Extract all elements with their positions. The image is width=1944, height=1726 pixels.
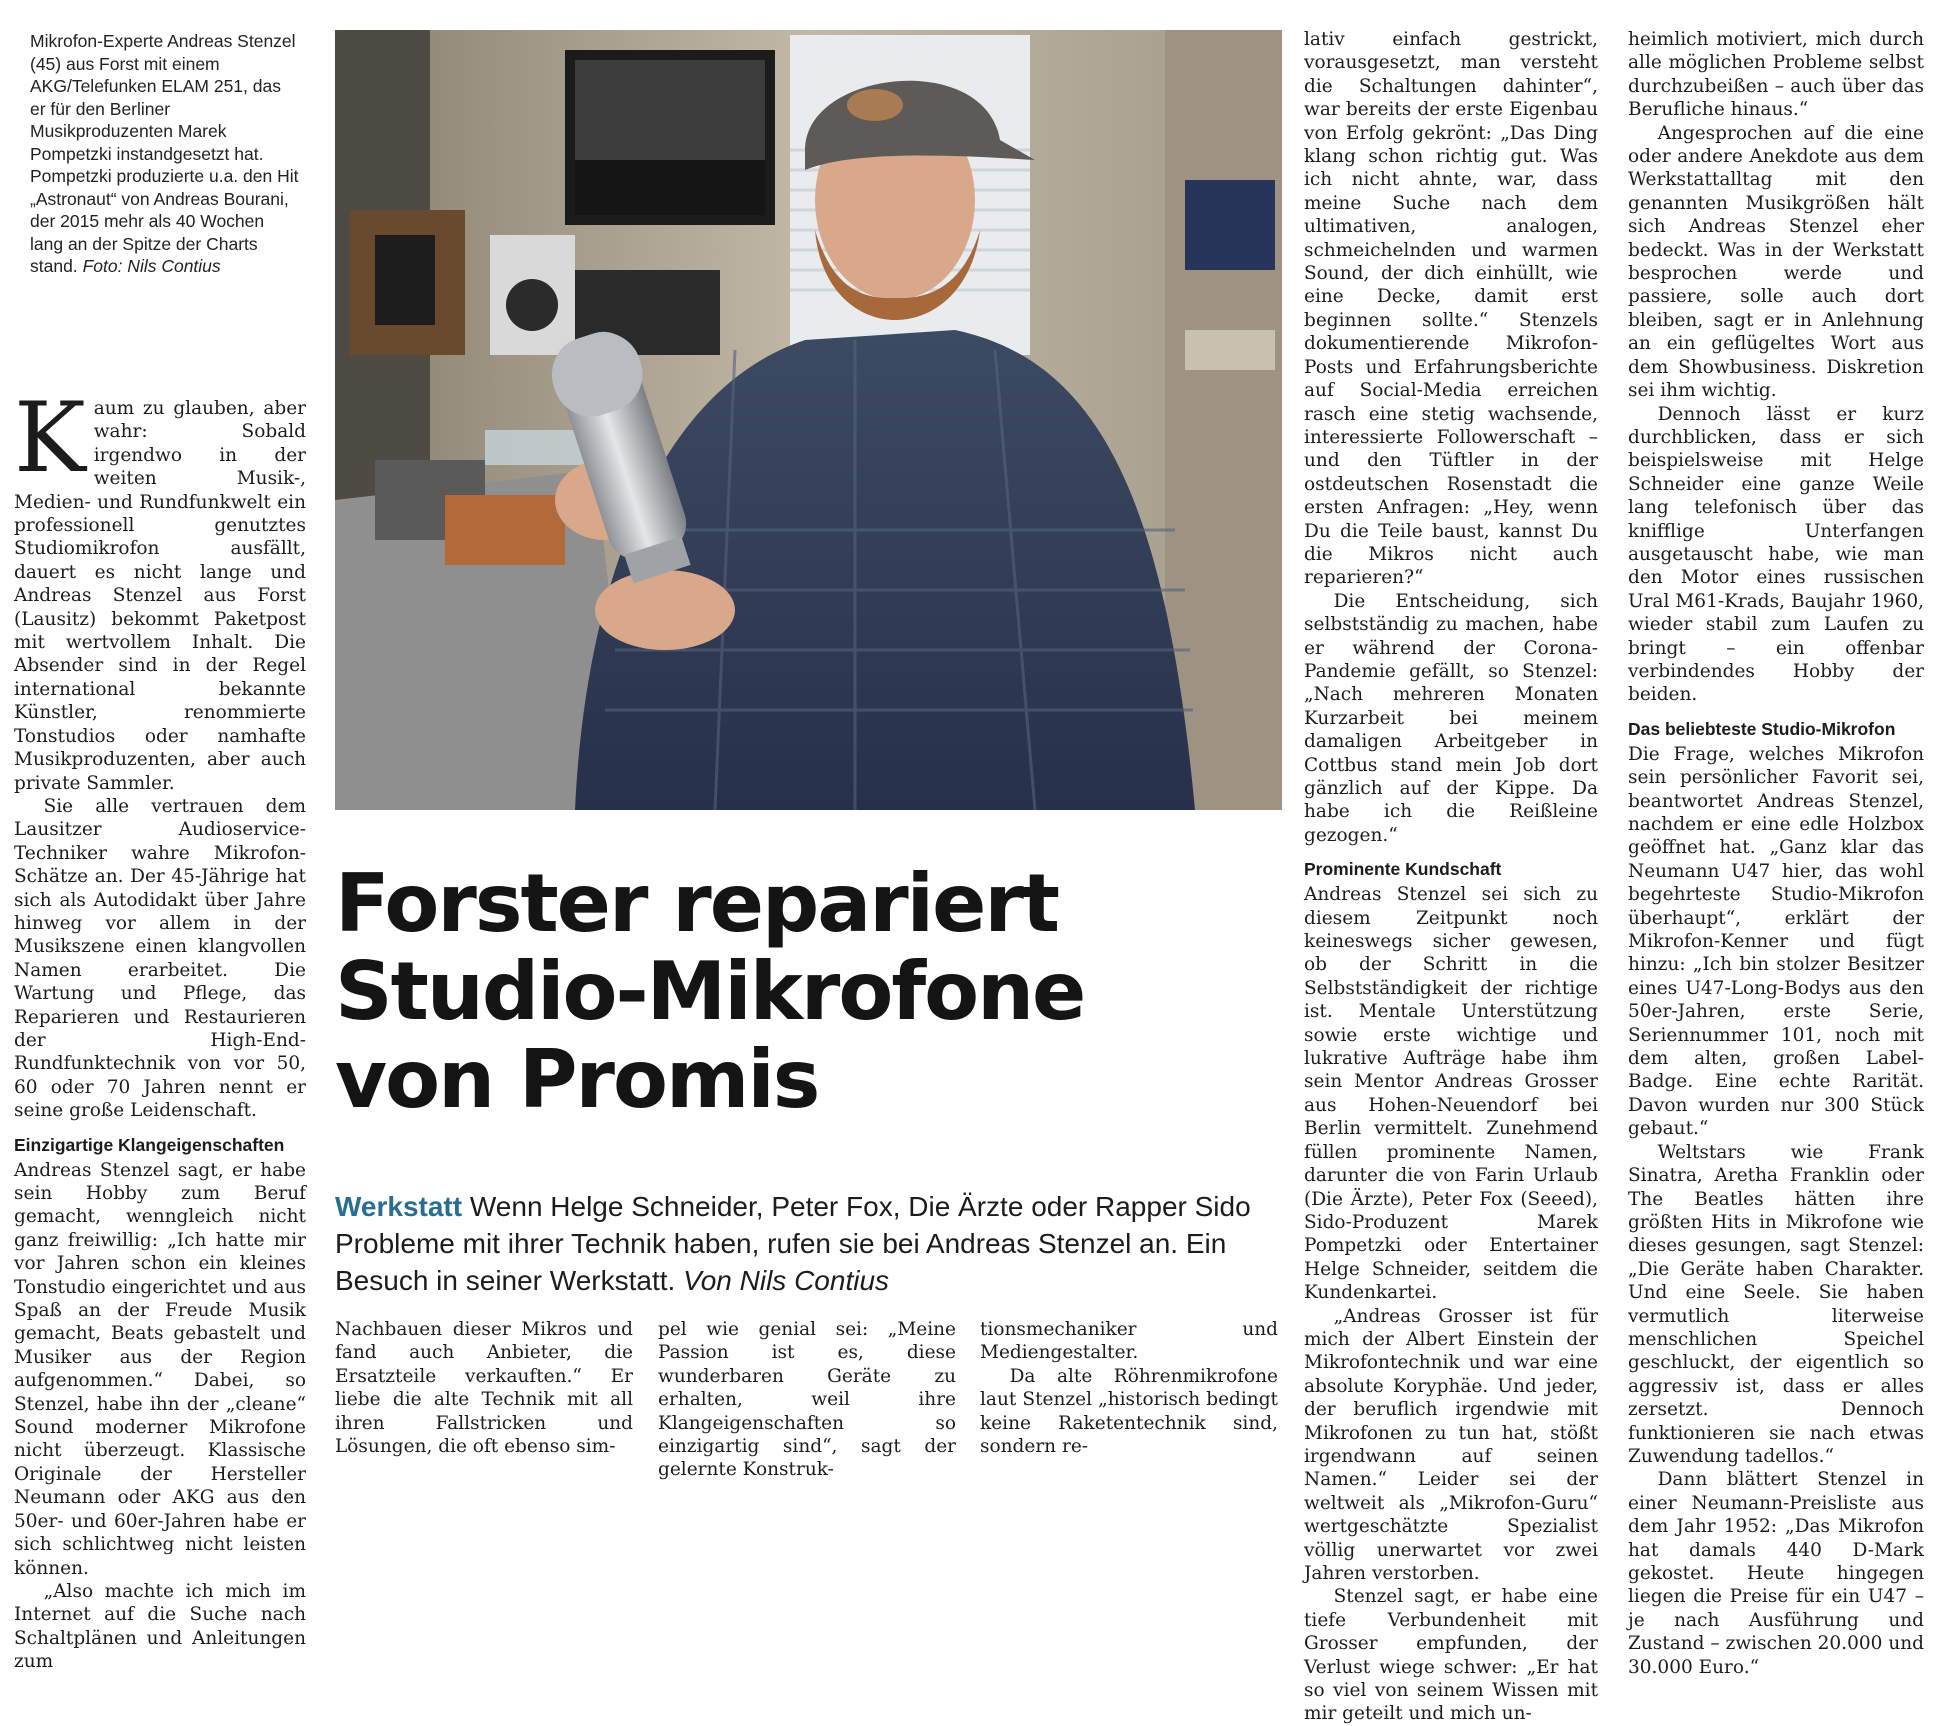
article-paragraph: Stenzel sagt, er habe eine tiefe Verbundenheit mit Grosser empfunden, der Verlust wiege schwer: „Er hat so viel von seinem Wissen mit mir geteilt und mich un- <box>1304 1586 1598 1725</box>
article-paragraph: Weltstars wie Frank Sinatra, Aretha Franklin oder The Beatles hätten ihre größten Hits in Mikrofone wie dieses gesungen, sagt Stenzel: „Die Geräte haben Charakter. Und eine Seele. Sie haben vermutlich literweise menschlichen Speichel geschluckt, der eigentlich so aggressiv ist, dass er alles zersetzt. Dennoch funktionieren sie nach etwas Zuwendung tadellos.“ <box>1628 1141 1924 1467</box>
article-paragraph: Die Frage, welches Mikrofon sein persönlicher Favorit sei, beantwortet Andreas Stenzel, nachdem er eine edle Holzbox geöffnet hat. „Ganz klar das Neumann U47 hier, das wohl begehrteste Studio-Mikrofon überhaupt“, erklärt der Mikrofon-Kenner und fügt hinzu: „Ich bin stolzer Besitzer eines U47-Long-Bodys aus den 50er-Jahren, erste Serie, Seriennummer 101, noch mit dem alten, großen Label-Badge. Eine echte Rarität. Davon wurden nur 300 Stück gebaut.“ <box>1628 743 1924 1140</box>
byline: Von Nils Contius <box>683 1265 890 1296</box>
article-column-4 <box>980 1318 1278 1458</box>
workshop-photo-illustration <box>335 30 1282 810</box>
subheading: Einzigartige Klangeigenschaften <box>14 1134 285 1155</box>
article-photo <box>335 30 1282 810</box>
article-paragraph: Angesprochen auf die eine oder andere Anekdote aus dem Werkstattalltag mit den genannten Musikgrößen hält sich Andreas Stenzel eher bedeckt. Was in der Werkstatt besprochen werde und passiere, solle auch dort bleiben, sagt er in Anlehnung an ein geflügeltes Wort aus dem Showbusiness. Diskretion sei ihm wichtig. <box>1628 122 1924 402</box>
article-paragraph: „Also machte ich mich im Internet auf die Suche nach Schaltplänen und Anleitungen zum <box>14 1580 306 1673</box>
article-paragraph: Nachbauen dieser Mikros und fand auch Anbieter, die Ersatzteile verkauften.“ Er liebe die alte Technik mit all ihren Fallstricken und Lösungen, die oft ebenso sim- <box>335 1319 633 1458</box>
article-paragraph: lativ einfach gestrickt, vorausgesetzt, man versteht die Schaltungen dahinter“, war bereits der erste Eigenbau von Erfolg gekrönt: „Das Ding klang schon richtig gut. Was ich nicht ahnte, war, dass meine Suche nach dem ultimativen, analogen, schmeichelnden und warmen Sound, der dich einhüllt, wie eine Decke, damit erst beginnen sollte.“ Stenzels dokumentierende Mikrofon-Posts und Erfahrungsberichte auf Social-Media erreichen rasch eine stetig wachsende, interessierte Followerschaft – und den Tüftler in der ostdeutschen Rosenstadt die ersten Anfragen: „Hey, wenn Du die Teile baust, kannst Du die Mikros nicht auch reparieren?“ <box>1304 29 1598 589</box>
article-paragraph: Die Entscheidung, sich selbstständig zu machen, habe er während der Corona-Pandemie gefällt, so Stenzel: „Nach mehreren Monaten Kurzarbeit bei meinem damaligen Arbeitgeber in Cottbus stand mein Job dort gänzlich auf der Kippe. Da habe ich die Reißleine gezogen.“ <box>1304 590 1598 846</box>
article-paragraph: Da alte Röhrenmikrofone laut Stenzel „historisch bedingt keine Raketentechnik sind, sondern re- <box>980 1365 1278 1458</box>
article-paragraph: Kaum zu glauben, aber wahr: Sobald irgendwo in der weiten Musik-, Medien- und Rundfunkwelt ein professionell genutztes Studiomikrofon ausfällt, dauert es nicht lange und Andreas Stenzel aus Forst (Lausitz) bekommt Paketpost mit wertvollem Inhalt. Die Absender sind in der Regel international bekannte Künstler, renommierte Tonstudios oder namhafte Musikproduzenten, aber auch private Sammler. <box>14 382 306 794</box>
photo-credit: Foto: Nils Contius <box>82 256 221 276</box>
article-column-2 <box>335 1318 633 1458</box>
article-paragraph: Sie alle vertrauen dem Lausitzer Audioservice-Techniker wahre Mikrofon-Schätze an. Der 45-Jährige hat sich als Autodidakt über Jahre hinweg vor allem in der Musikszene einen klangvollen Namen erarbeitet. Die Wartung und Pflege, das Reparieren und Restaurieren der High-End-Rundfunktechnik von vor 50, 60 oder 70 Jahren nennt er seine große Leidenschaft. <box>14 795 306 1122</box>
article-column-3 <box>658 1318 956 1482</box>
article-paragraph: tionsmechaniker und Mediengestalter. <box>980 1319 1278 1364</box>
standfirst <box>335 1188 1295 1299</box>
article-paragraph: Andreas Stenzel sei sich zu diesem Zeitpunkt noch keineswegs sicher gewesen, ob der Schritt in die Selbstständigkeit der richtige ist. Mentale Unterstützung sowie erste wichtige und lukrative Aufträge habe ihm sein Mentor Andreas Grosser aus Hohen-Neuendorf bei Berlin vermittelt. Zunehmend füllen prominente Namen, darunter die von Farin Urlaub (Die Ärzte), Peter Fox (Seeed), Sido-Produzent Marek Pompetzki oder Entertainer Helge Schneider, seitdem die Kundenkartei. <box>1304 884 1598 1304</box>
subheading: Prominente Kundschaft <box>1304 859 1502 880</box>
article-paragraph: pel wie genial sei: „Meine Passion ist es, diese wunderbaren Geräte zu erhalten, weil ihre Klangeigenschaften so einzigartig sind“, sagt der gelernte Konstruk- <box>658 1319 956 1481</box>
article-column-1 <box>14 382 306 1674</box>
drop-cap: K <box>14 382 86 494</box>
article-column-6 <box>1628 28 1924 1679</box>
headline: Forster repariert Studio-Mikrofone von Promis <box>335 857 1085 1126</box>
article-paragraph: Dann blättert Stenzel in einer Neumann-Preisliste aus dem Jahr 1952: „Das Mikrofon hat damals 440 D-Mark gekostet. Heute hingegen liegen die Preise für ein U47 – je nach Ausführung und Zustand – zwischen 20.000 und 30.000 Euro.“ <box>1628 1469 1924 1678</box>
photo-caption <box>30 30 300 278</box>
article-paragraph: Dennoch lässt er kurz durchblicken, dass er sich beispielsweise mit Helge Schneider eine ganze Weile lang telefonisch über das knifflige Unterfangen ausgetauscht habe, wie man den Motor eines russischen Ural M61-Krads, Baujahr 1960, wieder stabil zum Laufen zu bringt – ein offenbar verbindendes Hobby der beiden. <box>1628 403 1924 706</box>
standfirst-text: Wenn Helge Schneider, Peter Fox, Die Ärzte oder Rapper Sido Probleme mit ihrer Technik haben, rufen sie bei Andreas Stenzel an. Ein Besuch in seiner Werkstatt. <box>335 1191 1251 1296</box>
article-paragraph: „Andreas Grosser ist für mich der Albert Einstein der Mikrofontechnik und war eine absolute Koryphäe. Und jeder, der beruflich irgendwie mit Mikrofonen zu tun hat, stößt irgendwann auf seinen Namen.“ Leider sei der weltweit als „Mikrofon-Guru“ wertgeschätzte Spezialist völlig unerwartet vor zwei Jahren verstorben. <box>1304 1305 1598 1584</box>
kicker: Werkstatt <box>335 1191 463 1222</box>
article-column-5 <box>1304 28 1598 1726</box>
article-paragraph: heimlich motiviert, mich durch alle möglichen Probleme selbst durchzubeißen – auch über das Berufliche hinaus.“ <box>1628 29 1924 121</box>
caption-text: Mikrofon-Experte Andreas Stenzel (45) aus Forst mit einem AKG/Telefunken ELAM 251, das er für den Berliner Musikproduzenten Marek Pompetzki instandgesetzt hat. Pompetzki produzierte u.a. den Hit „Astronaut“ von Andreas Bourani, der 2015 mehr als 40 Wochen lang an der Spitze der Charts stand. <box>30 31 299 276</box>
article-paragraph: Andreas Stenzel sagt, er habe sein Hobby zum Beruf gemacht, wenngleich nicht ganz freiwillig: „Ich hatte mir vor Jahren schon ein kleines Tonstudio eingerichtet und aus Spaß an der Freude Musik gemacht, Beats gebastelt und Musiker aus der Region aufgenommen.“ Dabei, so Stenzel, habe ihn der „cleane“ Sound moderner Mikrofone nicht überzeugt. Klassische Originale der Hersteller Neumann oder AKG aus den 50er- und 60er-Jahren habe er sich schlichtweg nicht leisten können. <box>14 1159 306 1579</box>
subheading: Das beliebteste Studio-Mikrofon <box>1628 718 1896 739</box>
